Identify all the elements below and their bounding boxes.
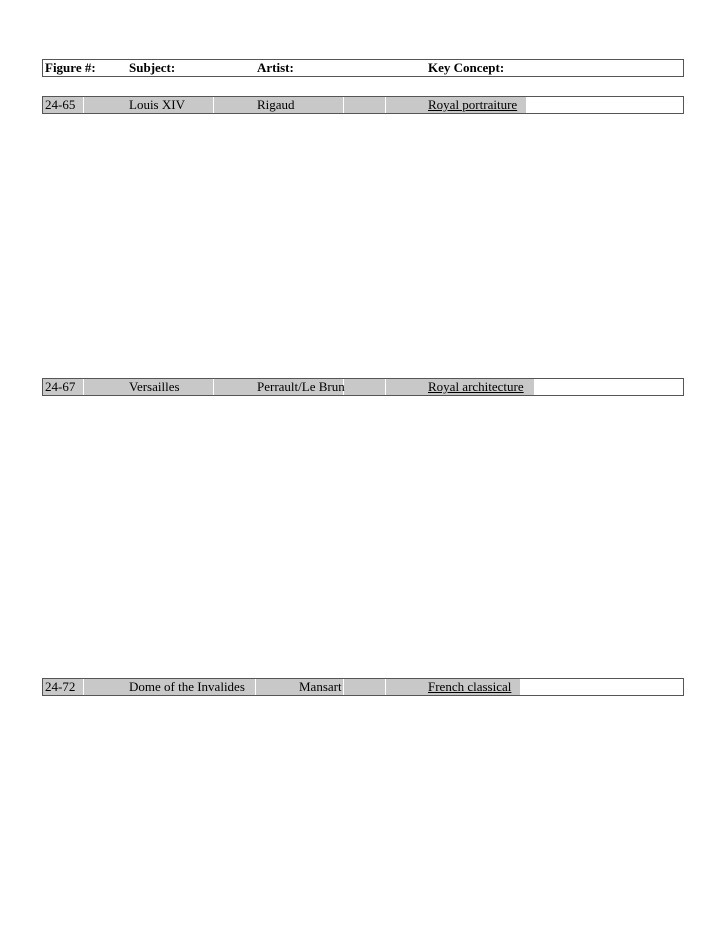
- header-figure-number: Figure #:: [45, 60, 96, 75]
- key-concept-link[interactable]: Royal portraiture: [428, 97, 518, 112]
- header-subject: Subject:: [129, 60, 176, 75]
- table-row: [42, 96, 684, 114]
- figure-number: 24-72: [45, 679, 76, 694]
- key-concept-link[interactable]: French classical: [428, 679, 512, 694]
- table-row: [42, 678, 684, 696]
- subject: Versailles: [129, 379, 180, 394]
- key-concept-link[interactable]: Royal architecture: [428, 379, 524, 394]
- artist: Mansart: [299, 679, 342, 694]
- subject: Louis XIV: [129, 97, 185, 112]
- artist: Perrault/Le Brun: [257, 379, 345, 394]
- table-header: [42, 59, 684, 77]
- figure-number: 24-65: [45, 97, 76, 112]
- header-key-concept: Key Concept:: [428, 60, 505, 75]
- form-field-shading: [43, 97, 385, 113]
- figure-number: 24-67: [45, 379, 76, 394]
- header-artist: Artist:: [257, 60, 294, 75]
- artist: Rigaud: [257, 97, 295, 112]
- table-row: [42, 378, 684, 396]
- subject: Dome of the Invalides: [129, 679, 245, 694]
